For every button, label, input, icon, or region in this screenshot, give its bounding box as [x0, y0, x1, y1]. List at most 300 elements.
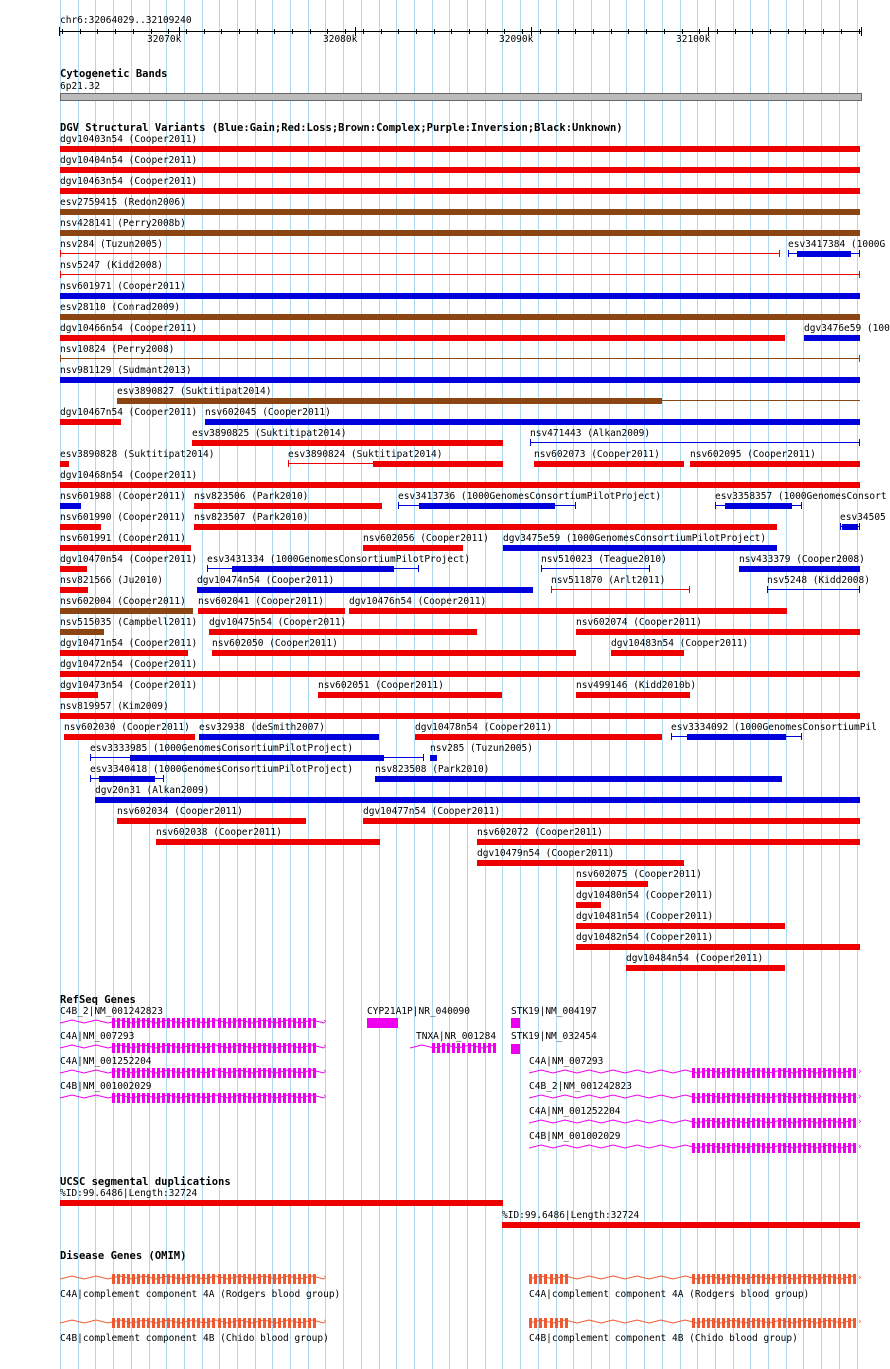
dgv-feature-label[interactable]: nsv601990 (Cooper2011) [60, 512, 186, 523]
segdup-bar[interactable] [60, 1200, 503, 1206]
gene-exon [747, 1143, 750, 1153]
omim-exon [828, 1274, 831, 1284]
dgv-feature-label[interactable]: dgv3476e59 (100 [804, 323, 890, 334]
dgv-feature-label[interactable]: nsv5247 (Kidd2008) [60, 260, 163, 271]
dgv-feature-label[interactable]: nsv10824 (Perry2008) [60, 344, 175, 355]
gene-label[interactable]: STK19|NM_032454 [511, 1031, 597, 1042]
gene-exon [838, 1143, 841, 1153]
gene-exon [137, 1043, 140, 1053]
gene-exon [838, 1068, 841, 1078]
segdup-label[interactable]: %ID:99.6486|Length:32724 [60, 1188, 198, 1199]
gene-exon[interactable] [511, 1018, 520, 1028]
gene-exon[interactable] [511, 1044, 520, 1054]
gene-exon [218, 1043, 221, 1053]
dgv-feature-bar[interactable] [576, 902, 601, 908]
dgv-feature-bar[interactable] [576, 629, 860, 635]
omim-exon [268, 1274, 271, 1284]
dgv-feature-label[interactable]: nsv602056 (Cooper2011) [363, 533, 489, 544]
omim-exon [818, 1318, 821, 1328]
gene-exon [483, 1043, 486, 1053]
dgv-feature-bar[interactable] [60, 587, 88, 593]
gene-exon [238, 1018, 241, 1028]
dgv-feature-label[interactable]: nsv602004 (Cooper2011) [60, 596, 186, 607]
gene-exon [212, 1043, 215, 1053]
dgv-feature-bar[interactable] [576, 944, 860, 950]
gene-exon [798, 1143, 801, 1153]
omim-exon [732, 1274, 735, 1284]
gene-exon [112, 1043, 115, 1053]
gene-label[interactable]: C4A|NM_007293 [60, 1031, 135, 1042]
gene-exon [137, 1018, 140, 1028]
dgv-feature-bar[interactable] [60, 608, 193, 614]
gene-exon [813, 1093, 816, 1103]
dgv-feature-label[interactable]: nsv602051 (Cooper2011) [318, 680, 444, 691]
dgv-feature-line[interactable] [60, 253, 780, 254]
gene-exon [177, 1068, 180, 1078]
gene-label[interactable]: C4A|NM_001252204 [60, 1056, 152, 1067]
gene-exon [843, 1093, 846, 1103]
dgv-feature-label[interactable]: nsv823507 (Park2010) [194, 512, 309, 523]
dgv-feature-bar[interactable] [690, 461, 860, 467]
gene-exon [742, 1118, 745, 1128]
dgv-feature-bar[interactable] [60, 188, 860, 194]
dgv-feature-label[interactable]: esv3431334 (1000GenomesConsortiumPilotProject) [207, 554, 471, 565]
gene-exon [752, 1068, 755, 1078]
dgv-feature-label[interactable]: nsv823506 (Park2010) [194, 491, 309, 502]
dgv-feature-label[interactable]: dgv10477n54 (Cooper2011) [363, 806, 501, 817]
gene-exon [192, 1043, 195, 1053]
dgv-feature-label[interactable]: nsv428141 (Perry2008b) [60, 218, 186, 229]
omim-exon [702, 1318, 705, 1328]
segdup-label[interactable]: %ID:99.6486|Length:32724 [502, 1210, 640, 1221]
dgv-feature-label[interactable]: dgv20n31 (Alkan2009) [95, 785, 210, 796]
dgv-feature-label[interactable]: dgv3475e59 (1000GenomesConsortiumPilotProject) [503, 533, 767, 544]
dgv-feature-label[interactable]: dgv10404n54 (Cooper2011) [60, 155, 198, 166]
gene-exon [278, 1093, 281, 1103]
dgv-feature-bar[interactable] [60, 314, 860, 320]
dgv-feature-label[interactable]: esv3890828 (Suktitipat2014) [60, 449, 215, 460]
dgv-feature-line[interactable] [767, 589, 860, 590]
dgv-feature-bar[interactable] [60, 524, 101, 530]
dgv-feature-label[interactable]: nsv510023 (Teague2010) [541, 554, 667, 565]
gene-exon [303, 1043, 306, 1053]
omim-exon [218, 1274, 221, 1284]
dgv-feature-bar[interactable] [419, 503, 555, 509]
gene-label[interactable]: C4B_2|NM_001242823 [60, 1006, 163, 1017]
dgv-feature-label[interactable]: dgv10484n54 (Cooper2011) [626, 953, 764, 964]
dgv-feature-bar[interactable] [576, 881, 648, 887]
omim-exon [717, 1318, 720, 1328]
dgv-feature-bar[interactable] [430, 755, 437, 761]
dgv-feature-label[interactable]: nsv602073 (Cooper2011) [534, 449, 660, 460]
gene-label[interactable]: C4B|NM_001002029 [529, 1131, 621, 1142]
dgv-feature-end [423, 754, 424, 761]
dgv-feature-label[interactable]: esv3890824 (Suktitipat2014) [288, 449, 443, 460]
dgv-feature-label[interactable]: esv3334092 (1000GenomesConsortiumPil [671, 722, 877, 733]
dgv-feature-label[interactable]: nsv499146 (Kidd2010b) [576, 680, 697, 691]
dgv-feature-label[interactable]: nsv602075 (Cooper2011) [576, 869, 702, 880]
dgv-feature-label[interactable]: dgv10478n54 (Cooper2011) [415, 722, 553, 733]
gene-label[interactable]: C4B_2|NM_001242823 [529, 1081, 632, 1092]
gene-exon [202, 1093, 205, 1103]
gene-exon [167, 1018, 170, 1028]
omim-exon [197, 1318, 200, 1328]
dgv-feature-bar[interactable] [373, 461, 503, 467]
dgv-feature-bar[interactable] [199, 734, 379, 740]
omim-exon [813, 1274, 816, 1284]
dgv-feature-bar[interactable] [687, 734, 786, 740]
dgv-feature-bar[interactable] [194, 503, 382, 509]
dgv-feature-label[interactable]: nsv511870 (Arlt2011) [551, 575, 666, 586]
gene-exon [712, 1093, 715, 1103]
dgv-feature-label[interactable]: nsv602034 (Cooper2011) [117, 806, 243, 817]
gene-exon [432, 1043, 435, 1053]
dgv-feature-bar[interactable] [60, 650, 188, 656]
omim-exon [253, 1318, 256, 1328]
dgv-feature-bar[interactable] [197, 587, 533, 593]
gene-exon [142, 1018, 145, 1028]
dgv-feature-label[interactable]: nsv823508 (Park2010) [375, 764, 490, 775]
cytoband-bar[interactable] [60, 93, 862, 101]
gene-exon [228, 1068, 231, 1078]
dgv-feature-bar[interactable] [194, 524, 777, 530]
gene-exon [742, 1093, 745, 1103]
dgv-feature-label[interactable]: nsv601988 (Cooper2011) [60, 491, 186, 502]
dgv-feature-label[interactable]: esv3890825 (Suktitipat2014) [192, 428, 347, 439]
dgv-feature-bar[interactable] [130, 755, 384, 761]
dgv-feature-label[interactable]: esv32938 (deSmith2007) [199, 722, 325, 733]
dgv-feature-label[interactable]: nsv433379 (Cooper2008) [739, 554, 865, 565]
dgv-feature-label[interactable]: dgv10473n54 (Cooper2011) [60, 680, 198, 691]
dgv-feature-label[interactable]: esv3417384 (1000G [788, 239, 886, 250]
gene-exon [702, 1143, 705, 1153]
dgv-feature-label[interactable]: nsv602045 (Cooper2011) [205, 407, 331, 418]
omim-label[interactable]: C4A|complement component 4A (Rodgers blood group) [529, 1289, 810, 1300]
gene-exon [308, 1068, 311, 1078]
gene-exon [757, 1118, 760, 1128]
dgv-feature-bar[interactable] [60, 335, 785, 341]
ruler-minor-tick [133, 29, 134, 34]
dgv-feature-label[interactable]: dgv10474n54 (Cooper2011) [197, 575, 335, 586]
segdup-bar[interactable] [502, 1222, 860, 1228]
gene-exon [157, 1018, 160, 1028]
dgv-feature-label[interactable]: nsv602074 (Cooper2011) [576, 617, 702, 628]
dgv-feature-bar[interactable] [725, 503, 792, 509]
dgv-feature-label[interactable]: nsv602030 (Cooper2011) [64, 722, 190, 733]
gene-exon [843, 1143, 846, 1153]
strand-arrow-icon: › [857, 1142, 863, 1152]
ruler-minor-tick [80, 29, 81, 34]
dgv-feature-label[interactable]: dgv10481n54 (Cooper2011) [576, 911, 714, 922]
dgv-feature-label[interactable]: dgv10466n54 (Cooper2011) [60, 323, 198, 334]
omim-label[interactable]: C4B|complement component 4B (Chido blood group) [60, 1333, 329, 1344]
gene-exon [808, 1068, 811, 1078]
dgv-feature-label[interactable]: dgv10463n54 (Cooper2011) [60, 176, 198, 187]
dgv-feature-bar[interactable] [117, 398, 662, 404]
gene-exon [848, 1143, 851, 1153]
gene-exon [732, 1068, 735, 1078]
dgv-feature-label[interactable]: dgv10468n54 (Cooper2011) [60, 470, 198, 481]
dgv-feature-bar[interactable] [842, 524, 858, 530]
gene-label[interactable]: C4B|NM_001002029 [60, 1081, 152, 1092]
omim-exon [293, 1318, 296, 1328]
dgv-feature-bar[interactable] [534, 461, 684, 467]
dgv-feature-bar[interactable] [60, 146, 860, 152]
gene-exon [762, 1068, 765, 1078]
gene-exon [313, 1018, 316, 1028]
dgv-feature-bar[interactable] [64, 734, 195, 740]
omim-exon [187, 1318, 190, 1328]
gene-exon [228, 1043, 231, 1053]
dgv-feature-end [689, 586, 690, 593]
dgv-feature-line[interactable] [530, 442, 860, 443]
omim-exon [752, 1274, 755, 1284]
dgv-feature-bar[interactable] [349, 608, 787, 614]
dgv-feature-bar[interactable] [99, 776, 155, 782]
dgv-feature-label[interactable]: nsv981129 (Sudmant2013) [60, 365, 192, 376]
omim-exon [117, 1274, 120, 1284]
gene-exon [783, 1118, 786, 1128]
gene-exon [818, 1143, 821, 1153]
dgv-feature-label[interactable]: nsv515035 (Campbell2011) [60, 617, 198, 628]
omim-exon [147, 1274, 150, 1284]
dgv-feature-label[interactable]: dgv10482n54 (Cooper2011) [576, 932, 714, 943]
gene-exon [722, 1068, 725, 1078]
omim-exon [732, 1318, 735, 1328]
omim-exon [172, 1274, 175, 1284]
dgv-feature-line[interactable] [551, 589, 690, 590]
dgv-feature-label[interactable]: nsv602038 (Cooper2011) [156, 827, 282, 838]
dgv-feature-bar[interactable] [60, 566, 87, 572]
ruler-minor-tick [97, 29, 98, 34]
dgv-feature-bar[interactable] [477, 839, 860, 845]
gene-label[interactable]: C4A|NM_001252204 [529, 1106, 621, 1117]
dgv-feature-bar[interactable] [60, 377, 860, 383]
dgv-feature-label[interactable]: nsv602050 (Cooper2011) [212, 638, 338, 649]
gene-exon [248, 1043, 251, 1053]
dgv-feature-bar[interactable] [60, 503, 81, 509]
dgv-feature-label[interactable]: dgv10472n54 (Cooper2011) [60, 659, 198, 670]
gene-exon [172, 1093, 175, 1103]
gene-label[interactable]: STK19|NM_004197 [511, 1006, 597, 1017]
gene-exon [823, 1068, 826, 1078]
omim-exon [273, 1274, 276, 1284]
dgv-feature-bar[interactable] [477, 860, 684, 866]
dgv-feature-bar[interactable] [192, 440, 503, 446]
gene-exon [167, 1043, 170, 1053]
dgv-feature-bar[interactable] [415, 734, 662, 740]
gene-exon [722, 1118, 725, 1128]
ruler-minor-tick [62, 29, 63, 34]
omim-exon [157, 1274, 160, 1284]
dgv-feature-bar[interactable] [576, 923, 785, 929]
gene-label[interactable]: TNXA|NR_001284 [416, 1031, 497, 1042]
omim-label[interactable]: C4B|complement component 4B (Chido blood group) [529, 1333, 798, 1344]
gene-exon [803, 1143, 806, 1153]
dgv-feature-bar[interactable] [156, 839, 380, 845]
dgv-feature-label[interactable]: esv28110 (Conrad2009) [60, 302, 181, 313]
dgv-feature-label[interactable]: nsv602072 (Cooper2011) [477, 827, 603, 838]
dgv-feature-bar[interactable] [60, 461, 69, 467]
gene-exon[interactable] [367, 1018, 398, 1028]
gene-exon [253, 1093, 256, 1103]
dgv-feature-label[interactable]: nsv601991 (Cooper2011) [60, 533, 186, 544]
gene-exon [197, 1018, 200, 1028]
gene-exon [238, 1068, 241, 1078]
dgv-feature-label[interactable]: nsv602041 (Cooper2011) [198, 596, 324, 607]
gene-label[interactable]: CYP21A1P|NR_040090 [367, 1006, 470, 1017]
gene-exon [833, 1093, 836, 1103]
gene-exon [478, 1043, 481, 1053]
gene-exon [823, 1118, 826, 1128]
dgv-feature-label[interactable]: nsv602095 (Cooper2011) [690, 449, 816, 460]
dgv-feature-bar[interactable] [232, 566, 394, 572]
omim-exon [243, 1274, 246, 1284]
omim-exon [308, 1274, 311, 1284]
gene-exon [278, 1018, 281, 1028]
omim-exon [798, 1274, 801, 1284]
dgv-feature-bar[interactable] [804, 335, 860, 341]
gene-exon [727, 1093, 730, 1103]
dgv-feature-bar[interactable] [739, 566, 860, 572]
dgv-feature-label[interactable]: esv3340418 (1000GenomesConsortiumPilotProject) [90, 764, 354, 775]
dgv-feature-bar[interactable] [60, 293, 860, 299]
dgv-feature-bar[interactable] [576, 692, 690, 698]
dgv-feature-label[interactable]: esv3358357 (1000GenomesConsort [715, 491, 887, 502]
gene-exon [767, 1068, 770, 1078]
dgv-feature-line[interactable] [541, 568, 650, 569]
dgv-feature-bar[interactable] [797, 251, 851, 257]
gene-exon [717, 1093, 720, 1103]
dgv-feature-bar[interactable] [60, 167, 860, 173]
gene-exon [182, 1068, 185, 1078]
dgv-feature-bar[interactable] [503, 545, 777, 551]
dgv-feature-line[interactable] [60, 358, 860, 359]
gene-exon [692, 1143, 695, 1153]
omim-exon [737, 1274, 740, 1284]
dgv-feature-label[interactable]: esv3890827 (Suktitipat2014) [117, 386, 272, 397]
region-label: chr6:32064029..32109240 [60, 15, 192, 26]
dgv-feature-bar[interactable] [60, 671, 860, 677]
dgv-feature-label[interactable]: nsv821566 (Ju2010) [60, 575, 163, 586]
dgv-feature-bar[interactable] [209, 629, 477, 635]
dgv-feature-label[interactable]: dgv10470n54 (Cooper2011) [60, 554, 198, 565]
dgv-feature-bar[interactable] [318, 692, 502, 698]
dgv-feature-bar[interactable] [363, 818, 860, 824]
gene-exon [187, 1068, 190, 1078]
strand-arrow-icon: › [857, 1317, 863, 1327]
gene-exon [228, 1093, 231, 1103]
dgv-feature-label[interactable]: nsv601971 (Cooper2011) [60, 281, 186, 292]
dgv-feature-label[interactable]: dgv10475n54 (Cooper2011) [209, 617, 347, 628]
dgv-feature-bar[interactable] [60, 713, 860, 719]
omim-exon [278, 1318, 281, 1328]
dgv-feature-label[interactable]: nsv471443 (Alkan2009) [530, 428, 651, 439]
gene-exon [182, 1018, 185, 1028]
omim-exon [192, 1274, 195, 1284]
omim-exon [555, 1318, 558, 1328]
dgv-feature-line[interactable] [60, 274, 860, 275]
dgv-feature-label[interactable]: dgv10480n54 (Cooper2011) [576, 890, 714, 901]
gene-exon [737, 1093, 740, 1103]
dgv-feature-bar[interactable] [611, 650, 684, 656]
gene-exon [298, 1093, 301, 1103]
dgv-feature-line [662, 400, 860, 401]
gene-exon [122, 1093, 125, 1103]
gene-exon [853, 1093, 856, 1103]
dgv-feature-end [788, 250, 789, 257]
gene-exon [268, 1068, 271, 1078]
dgv-feature-bar[interactable] [60, 230, 860, 236]
omim-exon [803, 1274, 806, 1284]
dgv-feature-bar[interactable] [198, 608, 345, 614]
ruler-minor-tick [274, 29, 275, 34]
omim-exon [848, 1274, 851, 1284]
ruler-minor-tick [805, 29, 806, 34]
omim-exon [762, 1274, 765, 1284]
dgv-feature-bar[interactable] [205, 419, 860, 425]
gene-exon [767, 1093, 770, 1103]
dgv-feature-label[interactable]: esv3413736 (1000GenomesConsortiumPilotProject) [398, 491, 662, 502]
dgv-feature-bar[interactable] [117, 818, 306, 824]
gene-label[interactable]: C4A|NM_007293 [529, 1056, 604, 1067]
omim-exon [722, 1318, 725, 1328]
strand-arrow-icon: › [322, 1067, 328, 1077]
dgv-feature-label[interactable]: dgv10471n54 (Cooper2011) [60, 638, 198, 649]
gene-exon [793, 1118, 796, 1128]
gene-exon [452, 1043, 455, 1053]
dgv-feature-bar[interactable] [375, 776, 782, 782]
dgv-feature-bar[interactable] [626, 965, 785, 971]
dgv-feature-label[interactable]: dgv10483n54 (Cooper2011) [611, 638, 749, 649]
ruler-minor-tick [239, 29, 240, 34]
gene-exon [772, 1093, 775, 1103]
omim-exon [152, 1274, 155, 1284]
dgv-feature-label[interactable]: dgv10479n54 (Cooper2011) [477, 848, 615, 859]
dgv-feature-bar[interactable] [60, 692, 98, 698]
dgv-feature-bar[interactable] [60, 629, 104, 635]
dgv-feature-label[interactable]: dgv10403n54 (Cooper2011) [60, 134, 198, 145]
gene-exon [303, 1093, 306, 1103]
gene-exon [152, 1043, 155, 1053]
gene-exon [157, 1068, 160, 1078]
dgv-feature-label[interactable]: dgv10476n54 (Cooper2011) [349, 596, 487, 607]
gene-exon [778, 1118, 781, 1128]
dgv-feature-bar[interactable] [60, 482, 860, 488]
dgv-feature-label[interactable]: nsv284 (Tuzun2005) [60, 239, 163, 250]
dgv-feature-bar[interactable] [363, 545, 463, 551]
dgv-feature-bar[interactable] [95, 797, 860, 803]
omim-label[interactable]: C4A|complement component 4A (Rodgers blood group) [60, 1289, 341, 1300]
dgv-feature-end [859, 586, 860, 593]
dgv-feature-label[interactable]: esv3333985 (1000GenomesConsortiumPilotProject) [90, 743, 354, 754]
dgv-feature-label[interactable]: nsv285 (Tuzun2005) [430, 743, 533, 754]
gene-exon [207, 1093, 210, 1103]
dgv-feature-label[interactable]: esv34505 [840, 512, 886, 523]
dgv-feature-label[interactable]: dgv10467n54 (Cooper2011) [60, 407, 198, 418]
omim-exon [692, 1274, 695, 1284]
omim-exon [112, 1274, 115, 1284]
dgv-feature-bar[interactable] [60, 419, 121, 425]
dgv-feature-bar[interactable] [60, 209, 860, 215]
dgv-feature-label[interactable]: nsv5248 (Kidd2008) [767, 575, 870, 586]
gene-exon [273, 1043, 276, 1053]
dgv-feature-label[interactable]: nsv819957 (Kim2009) [60, 701, 169, 712]
dgv-feature-bar[interactable] [60, 545, 191, 551]
dgv-feature-bar[interactable] [212, 650, 576, 656]
gene-exon [843, 1068, 846, 1078]
dgv-feature-label[interactable]: esv2759415 (Redon2006) [60, 197, 186, 208]
